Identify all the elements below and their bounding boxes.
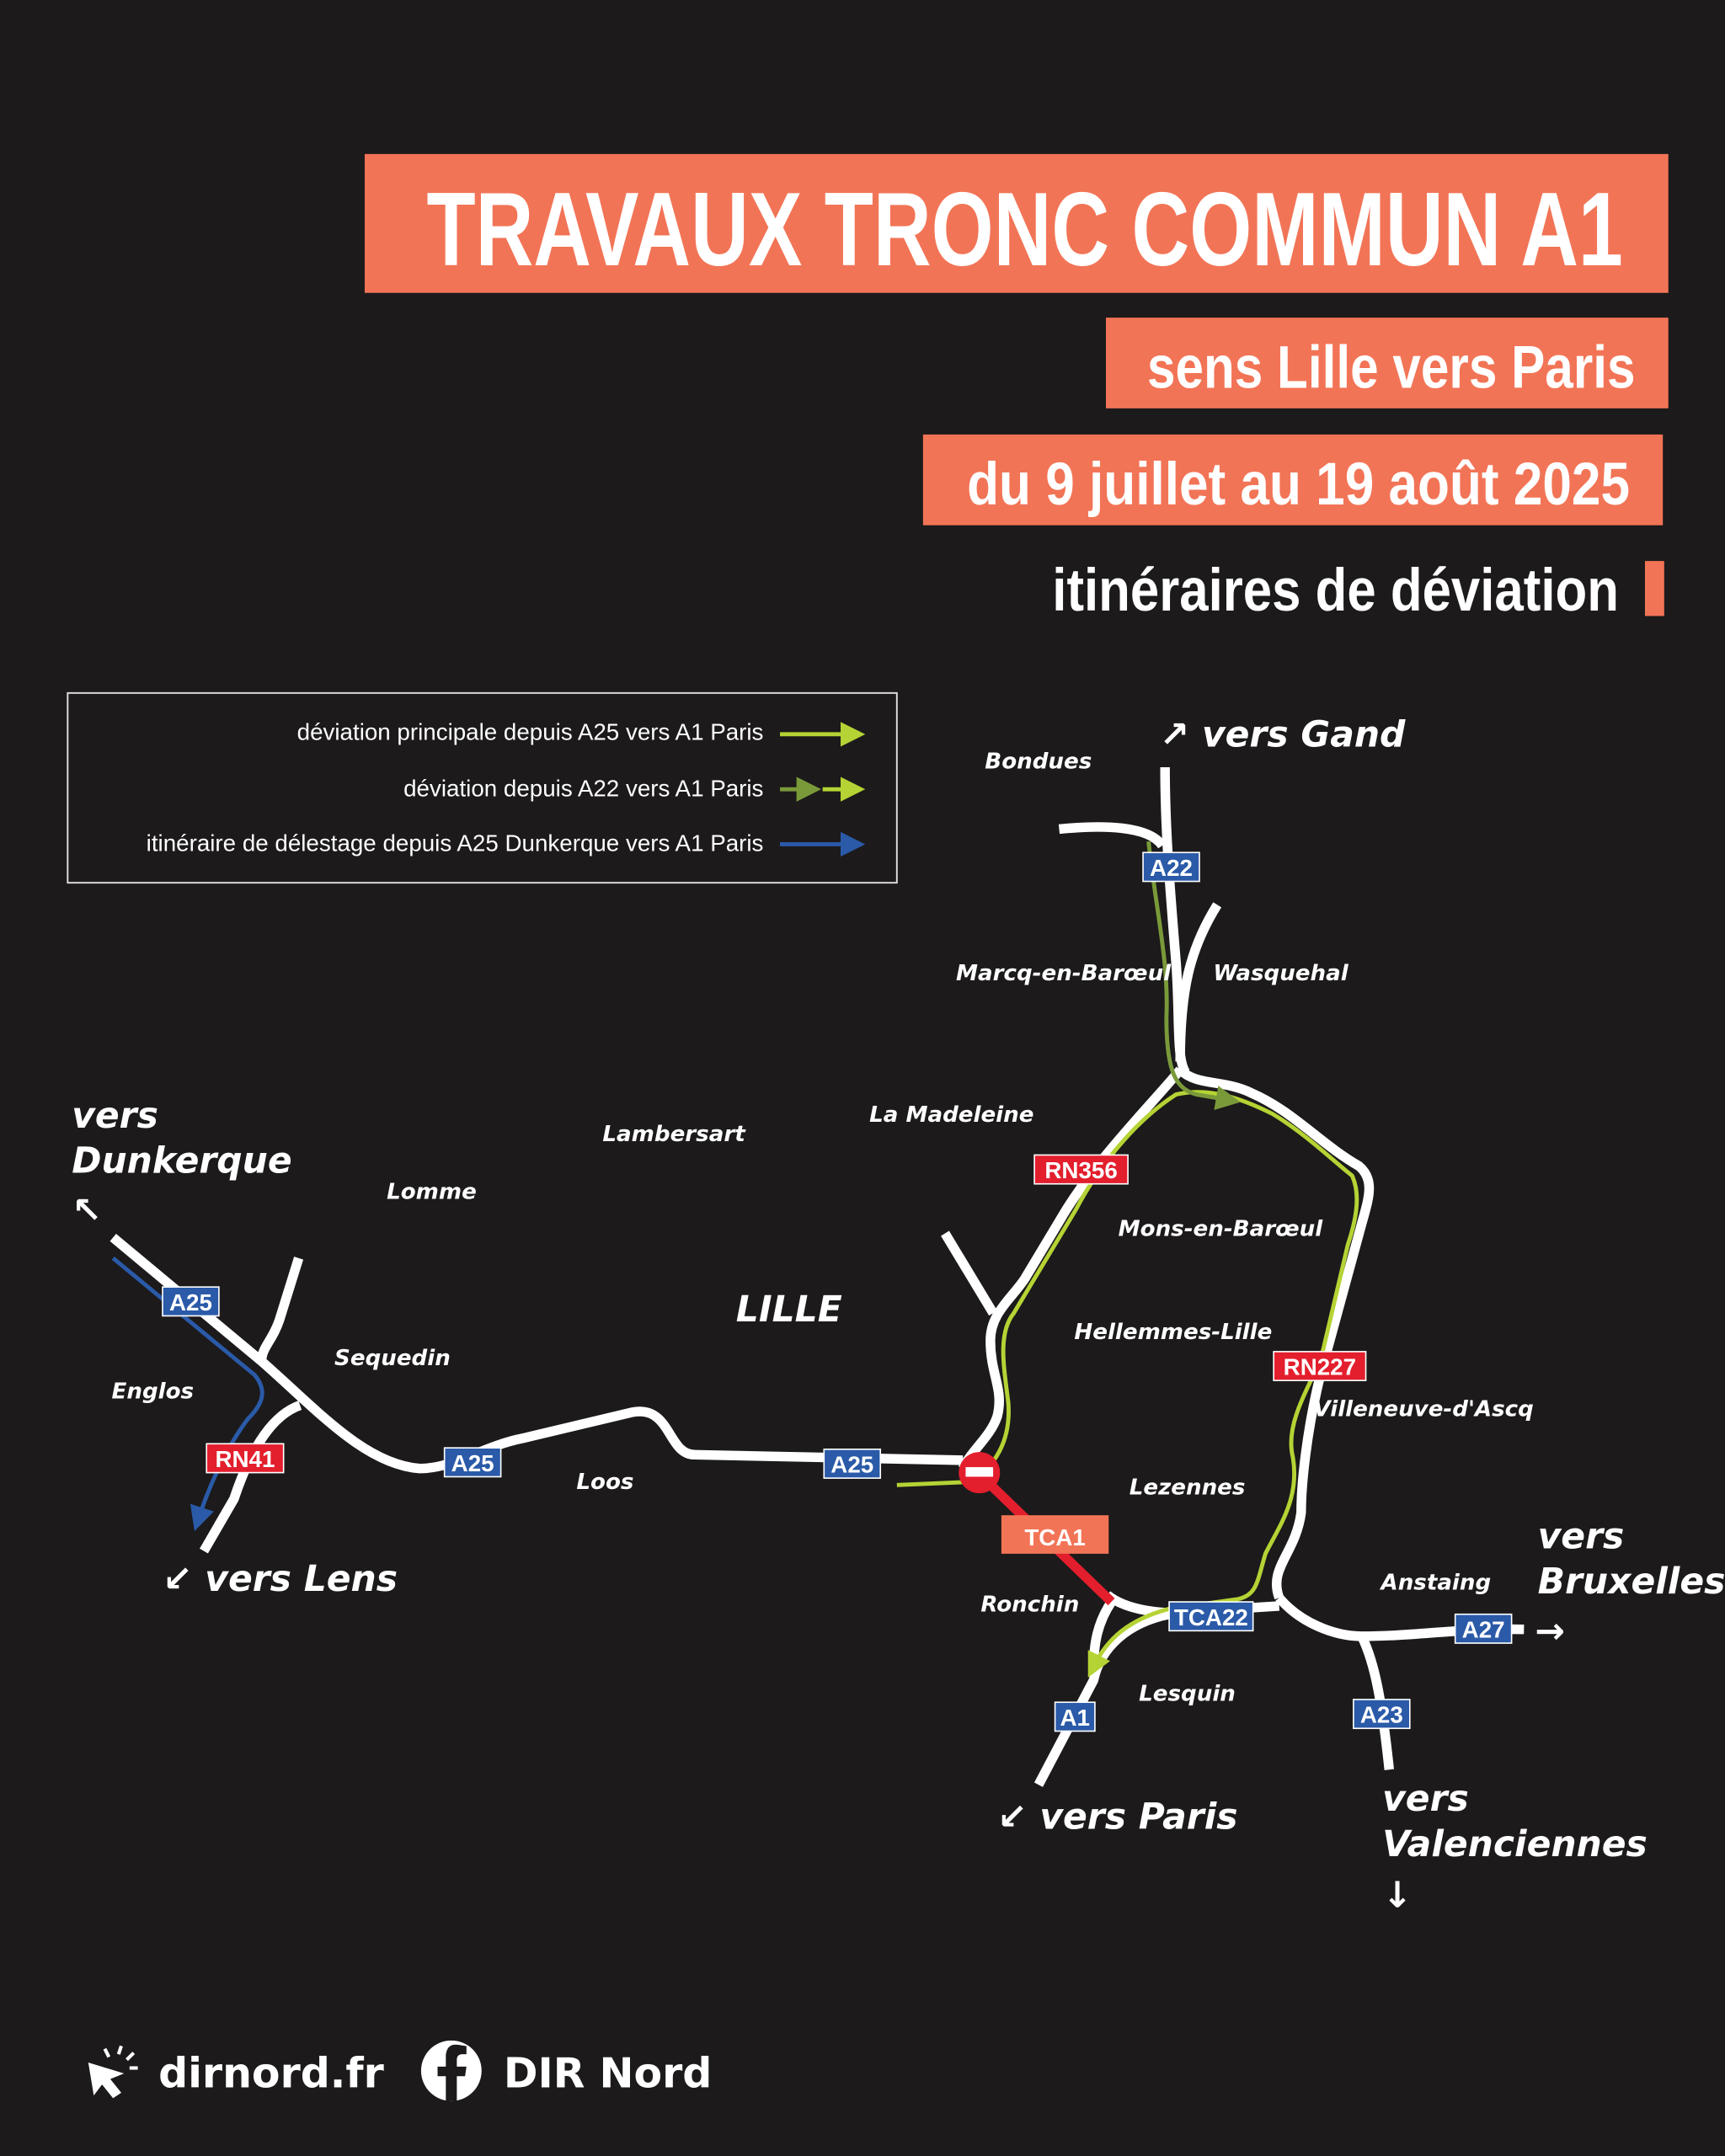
town-wasquehal: Wasquehal <box>1213 961 1348 987</box>
town-bondues: Bondues <box>985 749 1092 775</box>
direction-text: sens Lille vers Paris <box>1146 334 1636 402</box>
town-hellemmes: Hellemmes-Lille <box>1074 1320 1273 1346</box>
shield-a25-west: A25 <box>168 1289 212 1315</box>
shield-a23: A23 <box>1359 1701 1403 1728</box>
city-lille: LILLE <box>735 1289 842 1331</box>
town-ronchin: Ronchin <box>980 1592 1080 1618</box>
direction-dunkerque-line1: vers <box>72 1095 158 1137</box>
direction-valenciennes-arrow-icon: ↓ <box>1382 1875 1413 1917</box>
facebook-icon <box>421 2041 482 2101</box>
shield-rn227: RN227 <box>1283 1353 1357 1380</box>
town-villeneuve: Villeneuve-d'Ascq <box>1313 1396 1534 1422</box>
no-entry-icon <box>959 1452 1000 1493</box>
town-lesquin: Lesquin <box>1139 1681 1236 1707</box>
direction-valenciennes-line1: vers <box>1382 1779 1469 1821</box>
shield-a27: A27 <box>1461 1616 1505 1643</box>
shield-rn356: RN356 <box>1044 1157 1118 1184</box>
shield-tca22: TCA22 <box>1173 1604 1248 1630</box>
direction-bruxelles-line1: vers <box>1537 1516 1625 1558</box>
town-sequedin: Sequedin <box>334 1346 451 1372</box>
shield-a25-mid: A25 <box>451 1449 494 1476</box>
direction-valenciennes-line2: Valenciennes <box>1382 1824 1648 1866</box>
town-anstaing: Anstaing <box>1381 1570 1492 1596</box>
shield-rn41: RN41 <box>215 1446 275 1473</box>
direction-paris: ↙ vers Paris <box>996 1796 1238 1838</box>
town-lambersart: Lambersart <box>602 1122 745 1148</box>
shield-a22: A22 <box>1150 854 1193 881</box>
direction-lens: ↙ vers Lens <box>162 1558 398 1600</box>
legend-item-main: déviation principale depuis A25 vers A1 Paris <box>296 718 764 745</box>
direction-gand: ↗ vers Gand <box>1159 714 1406 756</box>
town-marcq: Marcq-en-Barœul <box>956 961 1172 987</box>
facebook-link[interactable]: DIR Nord <box>503 2049 713 2098</box>
town-lomme: Lomme <box>387 1179 477 1205</box>
dates-text: du 9 juillet au 19 août 2025 <box>967 451 1631 519</box>
subtitle-marker <box>1645 561 1664 616</box>
website-link[interactable]: dirnord.fr <box>158 2049 384 2098</box>
town-englos: Englos <box>111 1379 195 1405</box>
subtitle: itinéraires de déviation <box>1052 556 1619 624</box>
page-title: TRAVAUX TRONC COMMUN A1 <box>426 172 1623 289</box>
direction-bruxelles-arrow-icon: → <box>1535 1611 1565 1653</box>
direction-dunkerque-line2: Dunkerque <box>72 1140 292 1182</box>
direction-bruxelles-line2: Bruxelles <box>1537 1561 1725 1604</box>
shield-a25-east: A25 <box>830 1451 874 1478</box>
town-loos: Loos <box>576 1470 634 1496</box>
shield-tca1: TCA1 <box>1024 1524 1086 1551</box>
legend-item-delestage: itinéraire de délestage depuis A25 Dunkerque vers A1 Paris <box>146 830 764 857</box>
town-la-madeleine: La Madeleine <box>869 1102 1034 1129</box>
town-lezennes: Lezennes <box>1129 1475 1246 1501</box>
town-mons: Mons-en-Barœul <box>1118 1216 1323 1242</box>
legend-item-a22: déviation depuis A22 vers A1 Paris <box>403 775 764 802</box>
direction-dunkerque-arrow-icon: ↖ <box>72 1190 102 1232</box>
shield-a1: A1 <box>1060 1704 1090 1731</box>
